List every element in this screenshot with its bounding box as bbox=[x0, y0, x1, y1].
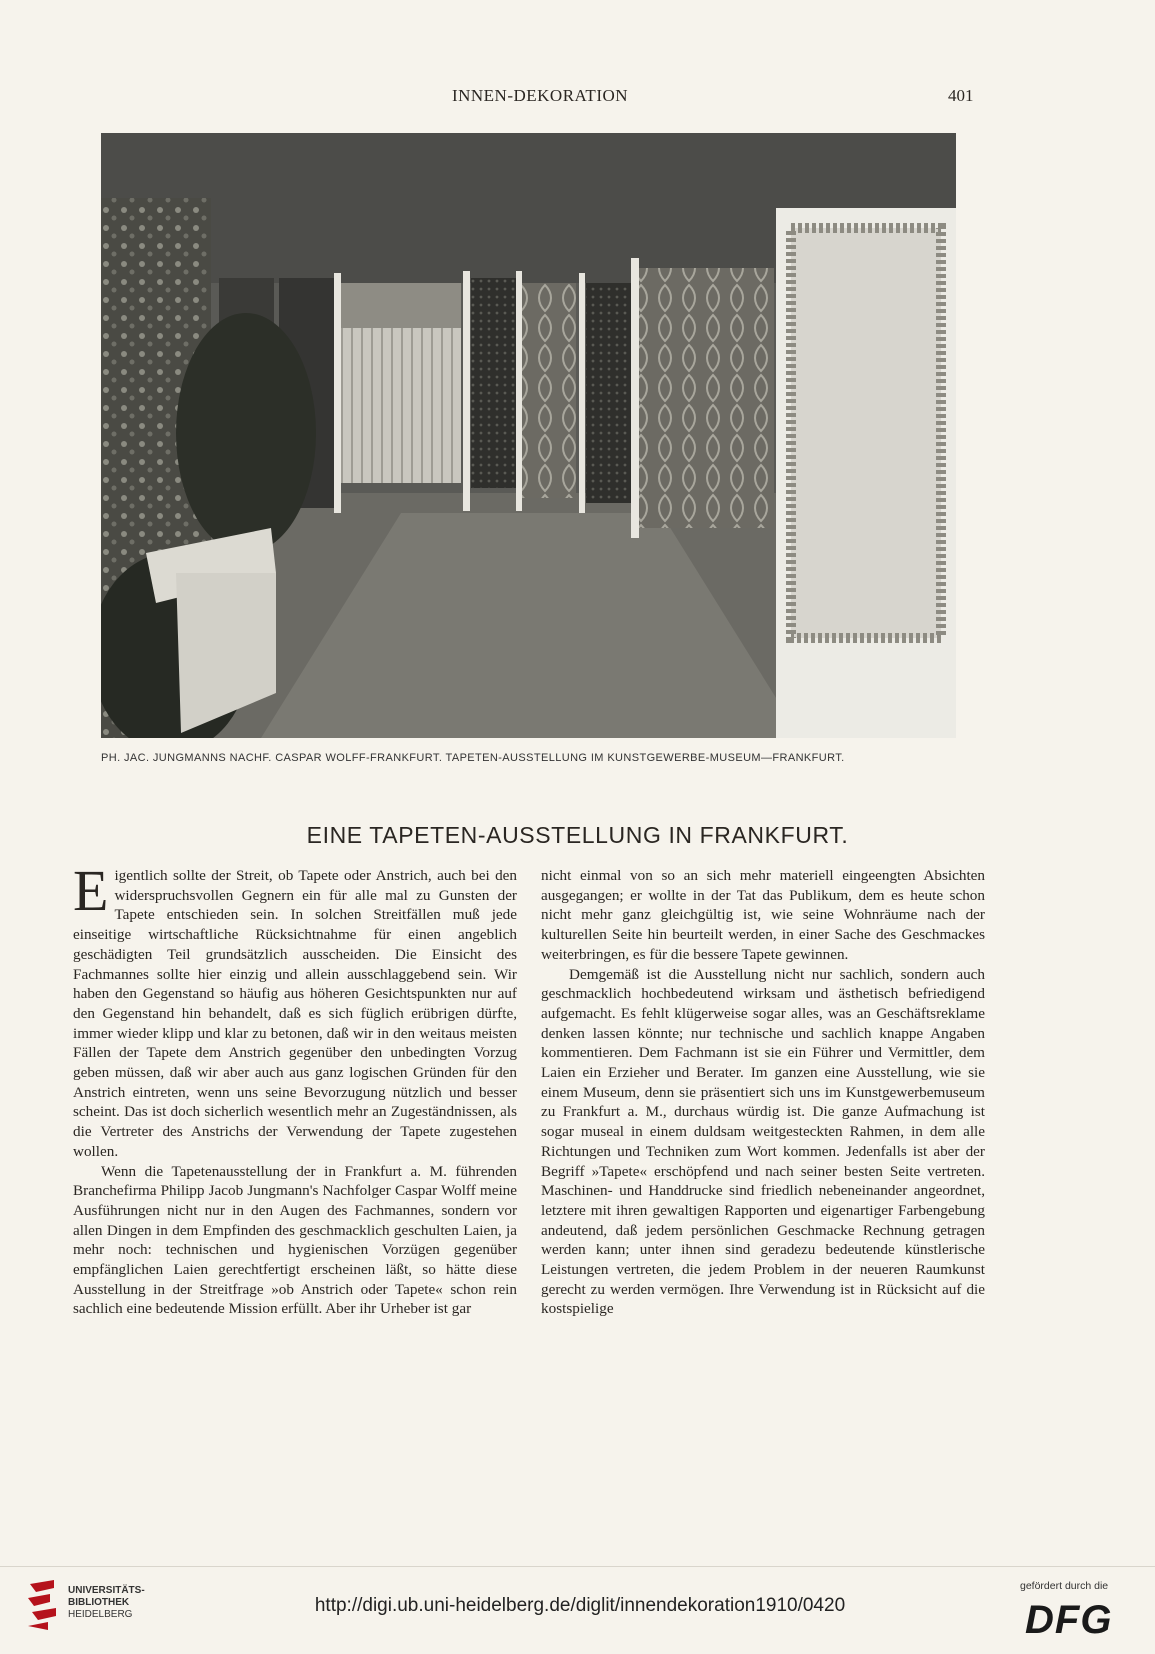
paragraph: nicht einmal von so an sich mehr materiell eingeengten Absichten ausgegangen; er wollte in der Tat das Publikum, dem es heute schon nicht mehr ganz gleichgültig ist, wie seine Wohnräume nach der kulturellen Seite hin beurteilt werden, in einer Sache des Geschmackes weiterbringen, es für die bessere Tapete gewinnen. bbox=[541, 867, 985, 963]
paragraph: Wenn die Tapetenausstellung der in Frankfurt a. M. führenden Branchefirma Philipp Jacob Jungmann's Nachfolger Caspar Wolff meine Ausführungen nicht nur in den Augen des Fachmannes, sondern vor allen Dingen in dem Empfinden des geschmacklich geschulten Laien, ja mehr noch: technischen und hygienischen Vorzügen gegenüber empfänglichen Laien gerechtfertigt erscheinen läßt, so hätte diese Ausstellung in der Streitfrage »ob Anstrich oder Tapete« schon rein sachlich eine bedeutende Mission erfüllt. Aber ihr Urheber ist gar bbox=[73, 1162, 517, 1318]
library-name-line: HEIDELBERG bbox=[68, 1609, 133, 1620]
library-name-line: UNIVERSITÄTS- bbox=[68, 1585, 145, 1596]
figure-caption: PH. JAC. JUNGMANNS NACHF. CASPAR WOLFF-FRANKFURT. TAPETEN-AUSSTELLUNG IM KUNSTGEWERBE-MUSEUM—FRANKFURT. bbox=[101, 752, 845, 764]
right-column bbox=[541, 866, 985, 1319]
paragraph: Demgemäß ist die Ausstellung nicht nur sachlich, sondern auch geschmacklich hochbedeutend wirksam und ästhetisch befriedigend aufgemacht. Es fehlt klügerweise sogar alles, was an Geschäftsreklame denken lassen könnte; nur technische und sachlich knappe Angaben kommentieren. Dem Fachmann ist sie ein Führer und Vermittler, dem Laien ein Erzieher und Berater. Im ganzen eine Ausstellung, wie sie einem Museum, denn sie präsentiert sich uns im Kunstgewerbemuseum zu Frankfurt a. M., durchaus würdig ist. Die ganze Aufmachung ist sogar museal in einem duldsam weitgesteckten Rahmen, in dem alle Richtungen und Techniken zum Wort kommen. Jedenfalls ist aber der Begriff »Tapete« erschöpfend und nach seiner besten Seite vertreten. Maschinen- und Handdrucke sind friedlich nebeneinander angeordnet, letztere mit ihren gewaltigen Rapporten und eigenartiger Farbengebung andeutend, daß jedem persönlichen Geschmacke Rechnung getragen werden kann; unter ihnen sind geradezu bedeutende künstlerische Leistungen vertreten, die jedem Problem in der neueren Raumkunst gerecht zu werden vermögen. Ihre Verwendung ist in Rücksicht auf die kostspielige bbox=[541, 965, 985, 1318]
library-name-line: BIBLIOTHEK bbox=[68, 1597, 130, 1608]
source-url-link[interactable]: http://digi.ub.uni-heidelberg.de/diglit/innendekoration1910/0420 bbox=[314, 1595, 846, 1616]
exhibition-photo bbox=[101, 133, 956, 738]
paragraph bbox=[73, 858, 517, 1162]
drop-cap: E bbox=[73, 858, 109, 923]
library-name bbox=[68, 1585, 145, 1621]
exhibition-photo-drawing bbox=[101, 133, 956, 738]
left-column bbox=[73, 858, 517, 1319]
article-title: EINE TAPETEN-AUSSTELLUNG IN FRANKFURT. bbox=[306, 822, 849, 848]
dfg-logo: DFG bbox=[1025, 1598, 1113, 1642]
footer-divider bbox=[0, 1566, 1155, 1567]
library-logo-icon bbox=[24, 1576, 64, 1634]
paragraph-text: igentlich sollte der Streit, ob Tapete oder Anstrich, auch bei den widerspruchsvollen Gegnern ein für alle mal zu Gunsten der Tapete entschieden sein. In solchen Streitfällen muß jede einseitige wirtschaftliche Rücksichtnahme für einen angeblich geschädigten Teil grundsätzlich ausscheiden. Die Einsicht des Fachmannes sollte hier einzig und allein ausschlaggebend sein. Wir haben den Gegenstand so häufig aus höheren Gesichtspunkten nur auf den Gegenstand hin behandelt, daß es sich füglich erübrigen dürfte, immer wieder klipp und klar zu betonen, daß wir in den weitaus meisten Fällen der Tapete dem Anstrich gegenüber den unbedingten Vorzug geben müssen, daß wir aber auch aus ganz logischen Gründen für den Anstrich eintreten, wenn uns seine Bevorzugung nützlich und besser scheint. Das ist doch sicherlich wesentlich mehr an Zugeständnissen, als die Vertreter des Anstrichs der Verwendung der Tapete zugestehen wollen. bbox=[73, 867, 517, 1160]
page-number: 401 bbox=[948, 86, 974, 105]
funder-note: gefördert durch die bbox=[1020, 1580, 1109, 1592]
running-head: INNEN-DEKORATION bbox=[451, 86, 629, 105]
